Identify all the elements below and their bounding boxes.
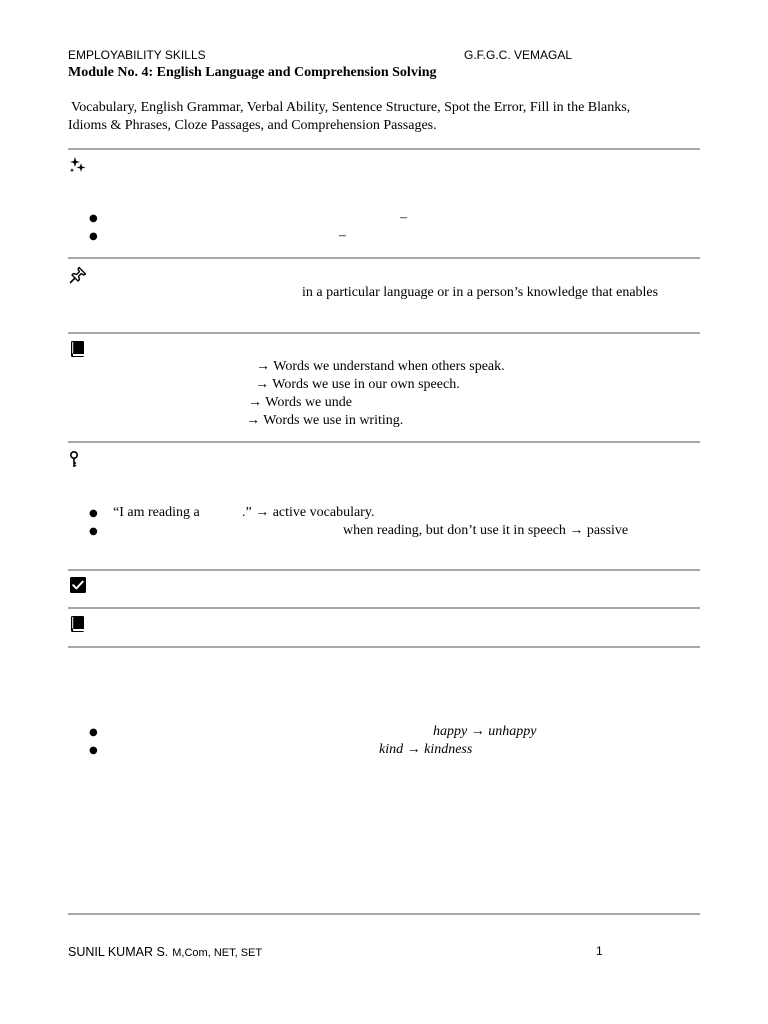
example-text: .” → active vocabulary. <box>242 505 375 520</box>
bullet-dash: – <box>400 210 407 225</box>
divider <box>68 441 700 443</box>
checkbox-icon <box>69 576 87 594</box>
bullet: ● <box>89 526 98 537</box>
divider <box>68 332 700 334</box>
vocab-type-line: → Words we use in our own speech. <box>255 377 460 392</box>
book-icon <box>69 340 87 358</box>
footer-author: SUNIL KUMAR S. <box>68 945 169 959</box>
divider <box>68 569 700 571</box>
bullet: ● <box>89 213 98 224</box>
divider <box>68 646 700 648</box>
vocab-type-line: → Words we unde <box>248 395 352 410</box>
book-icon <box>69 615 87 633</box>
example-word: kind → kindness <box>379 742 473 757</box>
vocab-type-line: → Words we understand when others speak. <box>256 359 505 374</box>
footer-divider <box>68 913 700 915</box>
key-icon <box>69 450 87 468</box>
footer-author-line <box>68 943 262 961</box>
example-text: when reading, but don’t use it in speech → passive <box>343 523 629 538</box>
intro-line-2: Idioms & Phrases, Cloze Passages, and Comprehension Passages. <box>68 118 437 133</box>
module-title: Module No. 4: English Language and Comprehension Solving <box>68 65 437 80</box>
vocab-type-line: → Words we use in writing. <box>246 413 404 428</box>
bullet: ● <box>89 508 98 519</box>
bullet: ● <box>89 231 98 242</box>
example-text: “I am reading a <box>113 505 200 520</box>
example-word: happy → unhappy <box>433 724 537 739</box>
divider <box>68 607 700 609</box>
bullet: ● <box>89 745 98 756</box>
bullet-dash: – <box>339 228 346 243</box>
header-left: EMPLOYABILITY SKILLS <box>68 48 206 62</box>
header-right: G.F.G.C. VEMAGAL <box>464 48 573 62</box>
page-number: 1 <box>596 944 603 958</box>
intro-line-1: Vocabulary, English Grammar, Verbal Ability, Sentence Structure, Spot the Error, Fill in the Blanks, <box>71 100 631 115</box>
footer-credentials: M,Com, NET, SET <box>172 947 263 959</box>
sparkle-icon <box>69 156 87 174</box>
pushpin-icon <box>69 266 87 284</box>
divider <box>68 257 700 259</box>
section-text: in a particular language or in a person’s knowledge that enables <box>302 285 659 300</box>
divider <box>68 148 700 150</box>
bullet: ● <box>89 727 98 738</box>
